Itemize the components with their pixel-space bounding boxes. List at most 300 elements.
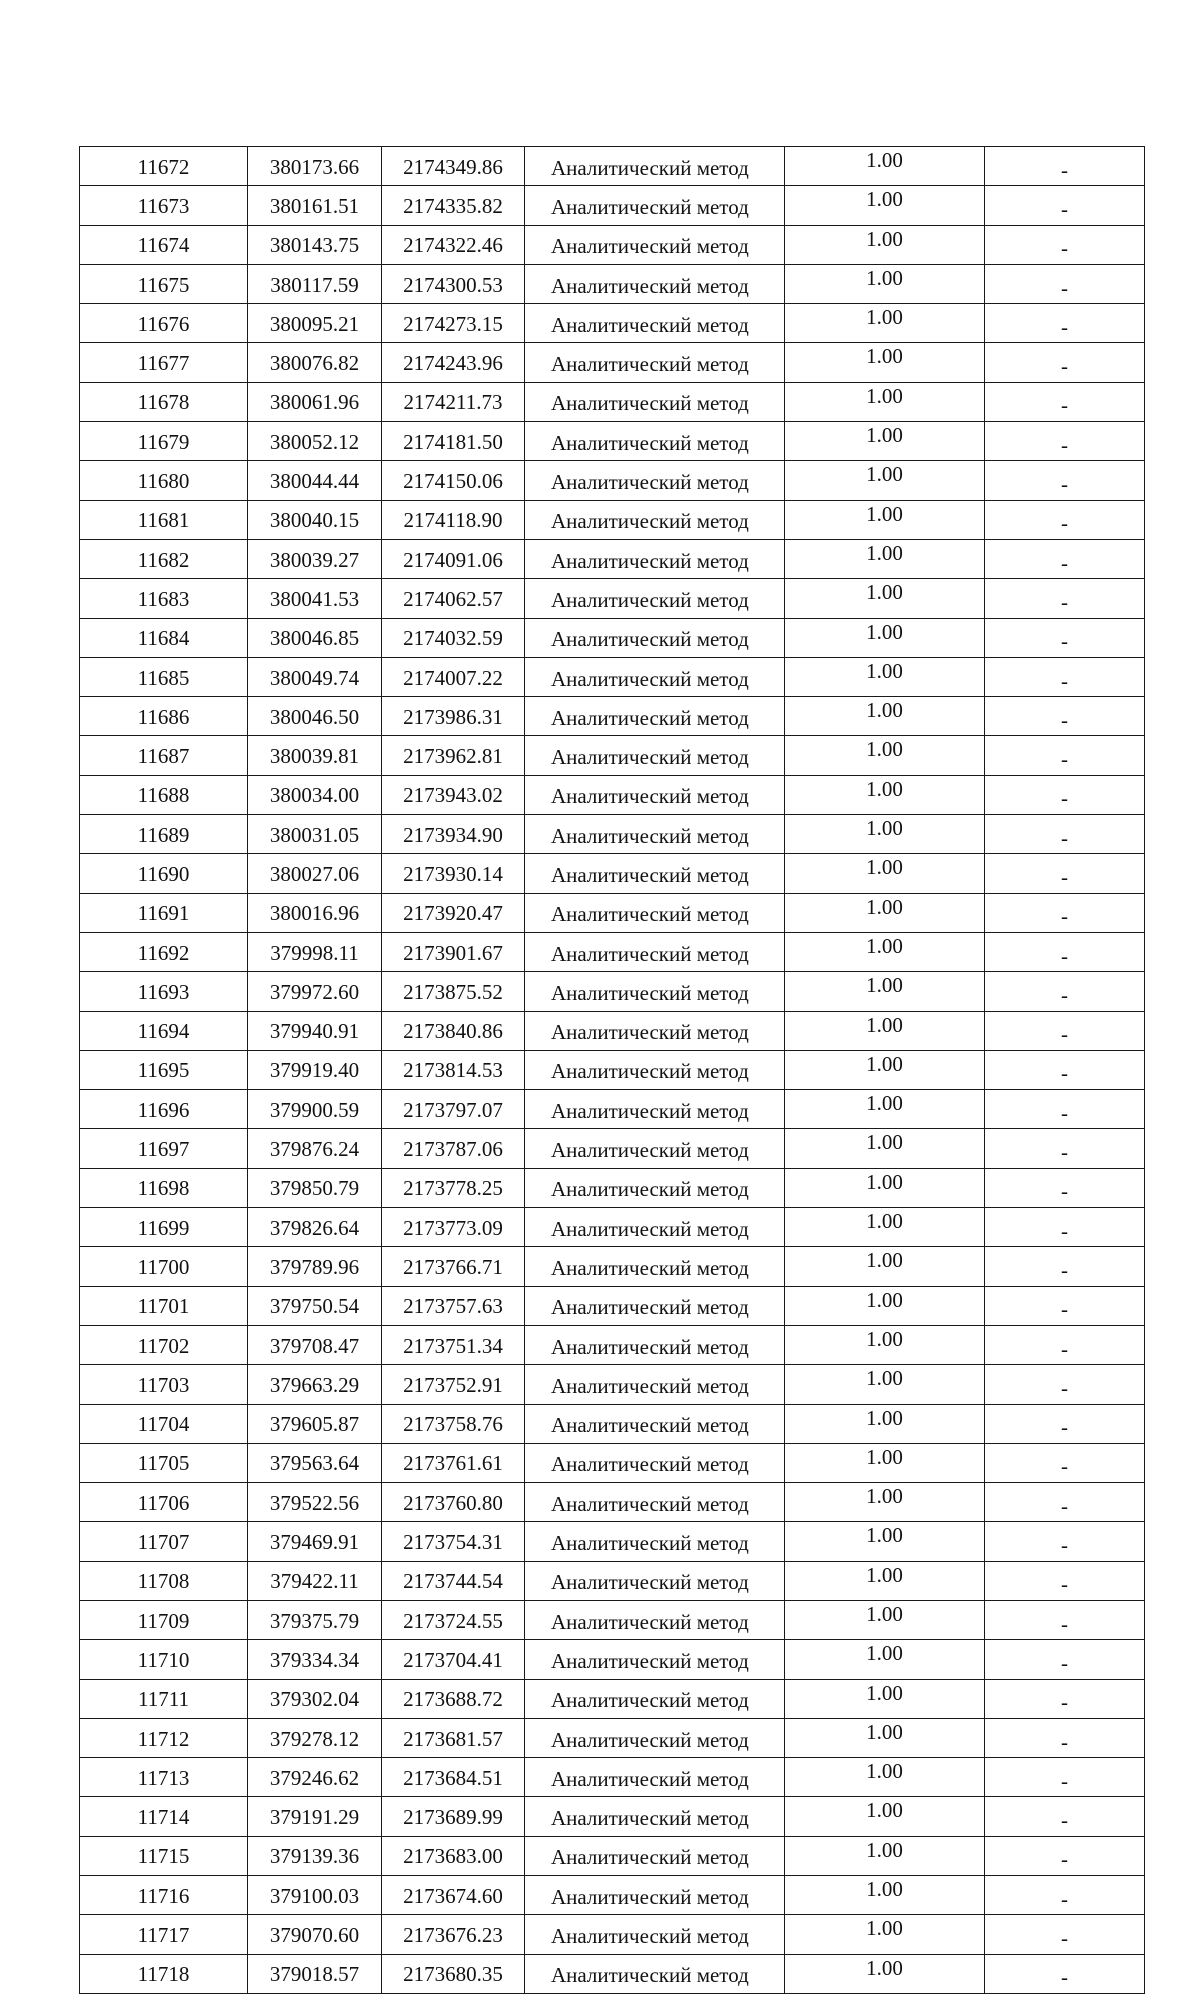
accuracy-cell: 1.00	[785, 1208, 985, 1247]
x-coordinate-cell: 379522.56	[248, 1483, 382, 1522]
note-cell: -	[985, 618, 1145, 657]
x-coordinate-cell: 379334.34	[248, 1640, 382, 1679]
accuracy-cell: 1.00	[785, 422, 985, 461]
table-row	[80, 1286, 1145, 1325]
method-cell: Аналитический метод	[525, 1050, 785, 1089]
point-number-cell: 11687	[80, 736, 248, 775]
accuracy-cell: 1.00	[785, 1915, 985, 1954]
method-cell: Аналитический метод	[525, 1876, 785, 1915]
note-cell: -	[985, 1600, 1145, 1639]
point-number-cell: 11698	[80, 1168, 248, 1207]
note-cell: -	[985, 304, 1145, 343]
method-cell: Аналитический метод	[525, 1640, 785, 1679]
point-number-cell: 11695	[80, 1050, 248, 1089]
y-coordinate-cell: 2173757.63	[382, 1286, 525, 1325]
table-row	[80, 461, 1145, 500]
x-coordinate-cell: 380031.05	[248, 815, 382, 854]
note-cell: -	[985, 147, 1145, 186]
accuracy-cell: 1.00	[785, 1365, 985, 1404]
table-row	[80, 1522, 1145, 1561]
y-coordinate-cell: 2173724.55	[382, 1600, 525, 1639]
table-row	[80, 1050, 1145, 1089]
accuracy-cell: 1.00	[785, 147, 985, 186]
table-row	[80, 1679, 1145, 1718]
accuracy-cell: 1.00	[785, 736, 985, 775]
accuracy-cell: 1.00	[785, 1640, 985, 1679]
note-cell: -	[985, 1325, 1145, 1364]
point-number-cell: 11680	[80, 461, 248, 500]
note-cell: -	[985, 1915, 1145, 1954]
x-coordinate-cell: 379750.54	[248, 1286, 382, 1325]
y-coordinate-cell: 2174335.82	[382, 186, 525, 225]
method-cell: Аналитический метод	[525, 736, 785, 775]
y-coordinate-cell: 2173778.25	[382, 1168, 525, 1207]
accuracy-cell: 1.00	[785, 972, 985, 1011]
method-cell: Аналитический метод	[525, 1836, 785, 1875]
table-row	[80, 697, 1145, 736]
note-cell: -	[985, 186, 1145, 225]
table-row	[80, 736, 1145, 775]
x-coordinate-cell: 379919.40	[248, 1050, 382, 1089]
accuracy-cell: 1.00	[785, 1090, 985, 1129]
note-cell: -	[985, 775, 1145, 814]
y-coordinate-cell: 2173766.71	[382, 1247, 525, 1286]
y-coordinate-cell: 2174349.86	[382, 147, 525, 186]
table-row	[80, 186, 1145, 225]
point-number-cell: 11717	[80, 1915, 248, 1954]
x-coordinate-cell: 380052.12	[248, 422, 382, 461]
method-cell: Аналитический метод	[525, 1129, 785, 1168]
point-number-cell: 11678	[80, 382, 248, 421]
method-cell: Аналитический метод	[525, 1286, 785, 1325]
table-row	[80, 618, 1145, 657]
y-coordinate-cell: 2173744.54	[382, 1561, 525, 1600]
y-coordinate-cell: 2173875.52	[382, 972, 525, 1011]
table-row	[80, 304, 1145, 343]
table-row	[80, 264, 1145, 303]
method-cell: Аналитический метод	[525, 1208, 785, 1247]
x-coordinate-cell: 380046.50	[248, 697, 382, 736]
point-number-cell: 11700	[80, 1247, 248, 1286]
method-cell: Аналитический метод	[525, 854, 785, 893]
x-coordinate-cell: 379018.57	[248, 1954, 382, 1993]
point-number-cell: 11677	[80, 343, 248, 382]
y-coordinate-cell: 2174032.59	[382, 618, 525, 657]
x-coordinate-cell: 379998.11	[248, 932, 382, 971]
y-coordinate-cell: 2173689.99	[382, 1797, 525, 1836]
point-number-cell: 11682	[80, 539, 248, 578]
table-row	[80, 422, 1145, 461]
accuracy-cell: 1.00	[785, 579, 985, 618]
table-row	[80, 1561, 1145, 1600]
accuracy-cell: 1.00	[785, 1561, 985, 1600]
table-row	[80, 343, 1145, 382]
y-coordinate-cell: 2173920.47	[382, 893, 525, 932]
x-coordinate-cell: 380040.15	[248, 500, 382, 539]
accuracy-cell: 1.00	[785, 1679, 985, 1718]
x-coordinate-cell: 379302.04	[248, 1679, 382, 1718]
x-coordinate-cell: 380076.82	[248, 343, 382, 382]
y-coordinate-cell: 2173962.81	[382, 736, 525, 775]
note-cell: -	[985, 657, 1145, 696]
table-row	[80, 1640, 1145, 1679]
table-row	[80, 1325, 1145, 1364]
method-cell: Аналитический метод	[525, 1797, 785, 1836]
method-cell: Аналитический метод	[525, 579, 785, 618]
accuracy-cell: 1.00	[785, 657, 985, 696]
accuracy-cell: 1.00	[785, 186, 985, 225]
point-number-cell: 11675	[80, 264, 248, 303]
accuracy-cell: 1.00	[785, 1600, 985, 1639]
y-coordinate-cell: 2173704.41	[382, 1640, 525, 1679]
point-number-cell: 11713	[80, 1758, 248, 1797]
x-coordinate-cell: 379940.91	[248, 1011, 382, 1050]
method-cell: Аналитический метод	[525, 264, 785, 303]
note-cell: -	[985, 736, 1145, 775]
x-coordinate-cell: 379789.96	[248, 1247, 382, 1286]
method-cell: Аналитический метод	[525, 304, 785, 343]
x-coordinate-cell: 379850.79	[248, 1168, 382, 1207]
table-row	[80, 1758, 1145, 1797]
table-row	[80, 539, 1145, 578]
method-cell: Аналитический метод	[525, 1325, 785, 1364]
accuracy-cell: 1.00	[785, 461, 985, 500]
method-cell: Аналитический метод	[525, 225, 785, 264]
table-row	[80, 1483, 1145, 1522]
x-coordinate-cell: 379070.60	[248, 1915, 382, 1954]
point-number-cell: 11685	[80, 657, 248, 696]
method-cell: Аналитический метод	[525, 539, 785, 578]
note-cell: -	[985, 1797, 1145, 1836]
note-cell: -	[985, 264, 1145, 303]
method-cell: Аналитический метод	[525, 618, 785, 657]
method-cell: Аналитический метод	[525, 500, 785, 539]
accuracy-cell: 1.00	[785, 1325, 985, 1364]
note-cell: -	[985, 893, 1145, 932]
x-coordinate-cell: 380041.53	[248, 579, 382, 618]
table-row	[80, 775, 1145, 814]
method-cell: Аналитический метод	[525, 1365, 785, 1404]
x-coordinate-cell: 380049.74	[248, 657, 382, 696]
note-cell: -	[985, 1129, 1145, 1168]
accuracy-cell: 1.00	[785, 1286, 985, 1325]
y-coordinate-cell: 2174273.15	[382, 304, 525, 343]
accuracy-cell: 1.00	[785, 500, 985, 539]
method-cell: Аналитический метод	[525, 1522, 785, 1561]
accuracy-cell: 1.00	[785, 1483, 985, 1522]
y-coordinate-cell: 2174322.46	[382, 225, 525, 264]
method-cell: Аналитический метод	[525, 775, 785, 814]
table-row	[80, 657, 1145, 696]
accuracy-cell: 1.00	[785, 697, 985, 736]
accuracy-cell: 1.00	[785, 1168, 985, 1207]
note-cell: -	[985, 1208, 1145, 1247]
accuracy-cell: 1.00	[785, 1758, 985, 1797]
y-coordinate-cell: 2174243.96	[382, 343, 525, 382]
y-coordinate-cell: 2173930.14	[382, 854, 525, 893]
note-cell: -	[985, 461, 1145, 500]
method-cell: Аналитический метод	[525, 1561, 785, 1600]
note-cell: -	[985, 422, 1145, 461]
method-cell: Аналитический метод	[525, 1915, 785, 1954]
note-cell: -	[985, 1443, 1145, 1482]
note-cell: -	[985, 1836, 1145, 1875]
accuracy-cell: 1.00	[785, 815, 985, 854]
y-coordinate-cell: 2174007.22	[382, 657, 525, 696]
y-coordinate-cell: 2173681.57	[382, 1718, 525, 1757]
y-coordinate-cell: 2174091.06	[382, 539, 525, 578]
method-cell: Аналитический метод	[525, 697, 785, 736]
accuracy-cell: 1.00	[785, 1876, 985, 1915]
y-coordinate-cell: 2173787.06	[382, 1129, 525, 1168]
table-row	[80, 147, 1145, 186]
y-coordinate-cell: 2173761.61	[382, 1443, 525, 1482]
accuracy-cell: 1.00	[785, 304, 985, 343]
method-cell: Аналитический метод	[525, 1247, 785, 1286]
x-coordinate-cell: 380161.51	[248, 186, 382, 225]
method-cell: Аналитический метод	[525, 1758, 785, 1797]
point-number-cell: 11704	[80, 1404, 248, 1443]
method-cell: Аналитический метод	[525, 461, 785, 500]
table-row	[80, 1718, 1145, 1757]
note-cell: -	[985, 539, 1145, 578]
accuracy-cell: 1.00	[785, 1836, 985, 1875]
y-coordinate-cell: 2173797.07	[382, 1090, 525, 1129]
point-number-cell: 11673	[80, 186, 248, 225]
method-cell: Аналитический метод	[525, 1168, 785, 1207]
x-coordinate-cell: 379191.29	[248, 1797, 382, 1836]
point-number-cell: 11672	[80, 147, 248, 186]
note-cell: -	[985, 1011, 1145, 1050]
table-row	[80, 1168, 1145, 1207]
note-cell: -	[985, 1876, 1145, 1915]
note-cell: -	[985, 1168, 1145, 1207]
accuracy-cell: 1.00	[785, 893, 985, 932]
note-cell: -	[985, 1954, 1145, 1993]
point-number-cell: 11716	[80, 1876, 248, 1915]
point-number-cell: 11684	[80, 618, 248, 657]
y-coordinate-cell: 2173752.91	[382, 1365, 525, 1404]
table-row	[80, 1954, 1145, 1993]
table-row	[80, 1090, 1145, 1129]
method-cell: Аналитический метод	[525, 1404, 785, 1443]
method-cell: Аналитический метод	[525, 1443, 785, 1482]
note-cell: -	[985, 1640, 1145, 1679]
method-cell: Аналитический метод	[525, 1954, 785, 1993]
x-coordinate-cell: 380039.27	[248, 539, 382, 578]
y-coordinate-cell: 2173773.09	[382, 1208, 525, 1247]
note-cell: -	[985, 1483, 1145, 1522]
accuracy-cell: 1.00	[785, 539, 985, 578]
note-cell: -	[985, 1522, 1145, 1561]
note-cell: -	[985, 815, 1145, 854]
y-coordinate-cell: 2173760.80	[382, 1483, 525, 1522]
y-coordinate-cell: 2174211.73	[382, 382, 525, 421]
table-row	[80, 1208, 1145, 1247]
table-row	[80, 225, 1145, 264]
point-number-cell: 11674	[80, 225, 248, 264]
x-coordinate-cell: 379972.60	[248, 972, 382, 1011]
accuracy-cell: 1.00	[785, 382, 985, 421]
point-number-cell: 11679	[80, 422, 248, 461]
table-row	[80, 1876, 1145, 1915]
note-cell: -	[985, 1758, 1145, 1797]
x-coordinate-cell: 379826.64	[248, 1208, 382, 1247]
method-cell: Аналитический метод	[525, 1011, 785, 1050]
x-coordinate-cell: 379139.36	[248, 1836, 382, 1875]
point-number-cell: 11696	[80, 1090, 248, 1129]
point-number-cell: 11703	[80, 1365, 248, 1404]
method-cell: Аналитический метод	[525, 657, 785, 696]
y-coordinate-cell: 2173934.90	[382, 815, 525, 854]
point-number-cell: 11718	[80, 1954, 248, 1993]
y-coordinate-cell: 2173683.00	[382, 1836, 525, 1875]
note-cell: -	[985, 1718, 1145, 1757]
point-number-cell: 11699	[80, 1208, 248, 1247]
method-cell: Аналитический метод	[525, 422, 785, 461]
table-row	[80, 1365, 1145, 1404]
table-row	[80, 1443, 1145, 1482]
table-row	[80, 1247, 1145, 1286]
accuracy-cell: 1.00	[785, 1718, 985, 1757]
x-coordinate-cell: 380016.96	[248, 893, 382, 932]
y-coordinate-cell: 2174181.50	[382, 422, 525, 461]
table-row	[80, 972, 1145, 1011]
y-coordinate-cell: 2173684.51	[382, 1758, 525, 1797]
y-coordinate-cell: 2173674.60	[382, 1876, 525, 1915]
point-number-cell: 11691	[80, 893, 248, 932]
accuracy-cell: 1.00	[785, 1011, 985, 1050]
x-coordinate-cell: 379246.62	[248, 1758, 382, 1797]
point-number-cell: 11692	[80, 932, 248, 971]
note-cell: -	[985, 697, 1145, 736]
note-cell: -	[985, 343, 1145, 382]
coordinates-table-body	[80, 147, 1145, 1994]
y-coordinate-cell: 2174300.53	[382, 264, 525, 303]
note-cell: -	[985, 1090, 1145, 1129]
y-coordinate-cell: 2173943.02	[382, 775, 525, 814]
point-number-cell: 11705	[80, 1443, 248, 1482]
method-cell: Аналитический метод	[525, 972, 785, 1011]
x-coordinate-cell: 380046.85	[248, 618, 382, 657]
point-number-cell: 11712	[80, 1718, 248, 1757]
x-coordinate-cell: 379708.47	[248, 1325, 382, 1364]
method-cell: Аналитический метод	[525, 343, 785, 382]
point-number-cell: 11690	[80, 854, 248, 893]
point-number-cell: 11702	[80, 1325, 248, 1364]
y-coordinate-cell: 2174062.57	[382, 579, 525, 618]
point-number-cell: 11707	[80, 1522, 248, 1561]
point-number-cell: 11711	[80, 1679, 248, 1718]
accuracy-cell: 1.00	[785, 1522, 985, 1561]
point-number-cell: 11710	[80, 1640, 248, 1679]
note-cell: -	[985, 932, 1145, 971]
note-cell: -	[985, 225, 1145, 264]
y-coordinate-cell: 2174118.90	[382, 500, 525, 539]
coordinates-table	[79, 146, 1145, 1994]
method-cell: Аналитический метод	[525, 1090, 785, 1129]
point-number-cell: 11683	[80, 579, 248, 618]
point-number-cell: 11676	[80, 304, 248, 343]
method-cell: Аналитический метод	[525, 186, 785, 225]
note-cell: -	[985, 972, 1145, 1011]
x-coordinate-cell: 379375.79	[248, 1600, 382, 1639]
x-coordinate-cell: 379469.91	[248, 1522, 382, 1561]
accuracy-cell: 1.00	[785, 618, 985, 657]
y-coordinate-cell: 2173901.67	[382, 932, 525, 971]
method-cell: Аналитический метод	[525, 1679, 785, 1718]
accuracy-cell: 1.00	[785, 1797, 985, 1836]
accuracy-cell: 1.00	[785, 264, 985, 303]
x-coordinate-cell: 379900.59	[248, 1090, 382, 1129]
point-number-cell: 11714	[80, 1797, 248, 1836]
accuracy-cell: 1.00	[785, 1129, 985, 1168]
accuracy-cell: 1.00	[785, 225, 985, 264]
x-coordinate-cell: 380095.21	[248, 304, 382, 343]
point-number-cell: 11706	[80, 1483, 248, 1522]
y-coordinate-cell: 2173676.23	[382, 1915, 525, 1954]
method-cell: Аналитический метод	[525, 815, 785, 854]
table-row	[80, 500, 1145, 539]
table-row	[80, 1836, 1145, 1875]
x-coordinate-cell: 379605.87	[248, 1404, 382, 1443]
table-row	[80, 1129, 1145, 1168]
table-row	[80, 1011, 1145, 1050]
point-number-cell: 11709	[80, 1600, 248, 1639]
y-coordinate-cell: 2173754.31	[382, 1522, 525, 1561]
note-cell: -	[985, 579, 1145, 618]
note-cell: -	[985, 854, 1145, 893]
x-coordinate-cell: 380061.96	[248, 382, 382, 421]
table-row	[80, 382, 1145, 421]
y-coordinate-cell: 2173680.35	[382, 1954, 525, 1993]
accuracy-cell: 1.00	[785, 932, 985, 971]
note-cell: -	[985, 1404, 1145, 1443]
accuracy-cell: 1.00	[785, 1050, 985, 1089]
table-row	[80, 1600, 1145, 1639]
method-cell: Аналитический метод	[525, 147, 785, 186]
method-cell: Аналитический метод	[525, 893, 785, 932]
x-coordinate-cell: 379563.64	[248, 1443, 382, 1482]
y-coordinate-cell: 2174150.06	[382, 461, 525, 500]
note-cell: -	[985, 1050, 1145, 1089]
note-cell: -	[985, 1286, 1145, 1325]
y-coordinate-cell: 2173840.86	[382, 1011, 525, 1050]
note-cell: -	[985, 1365, 1145, 1404]
x-coordinate-cell: 379876.24	[248, 1129, 382, 1168]
point-number-cell: 11686	[80, 697, 248, 736]
point-number-cell: 11689	[80, 815, 248, 854]
accuracy-cell: 1.00	[785, 343, 985, 382]
point-number-cell: 11694	[80, 1011, 248, 1050]
x-coordinate-cell: 380039.81	[248, 736, 382, 775]
x-coordinate-cell: 379100.03	[248, 1876, 382, 1915]
accuracy-cell: 1.00	[785, 1954, 985, 1993]
table-row	[80, 1404, 1145, 1443]
table-row	[80, 893, 1145, 932]
x-coordinate-cell: 380117.59	[248, 264, 382, 303]
point-number-cell: 11697	[80, 1129, 248, 1168]
table-row	[80, 1797, 1145, 1836]
x-coordinate-cell: 379663.29	[248, 1365, 382, 1404]
method-cell: Аналитический метод	[525, 382, 785, 421]
point-number-cell: 11715	[80, 1836, 248, 1875]
table-row	[80, 854, 1145, 893]
point-number-cell: 11681	[80, 500, 248, 539]
table-row	[80, 1915, 1145, 1954]
table-row	[80, 579, 1145, 618]
x-coordinate-cell: 380143.75	[248, 225, 382, 264]
